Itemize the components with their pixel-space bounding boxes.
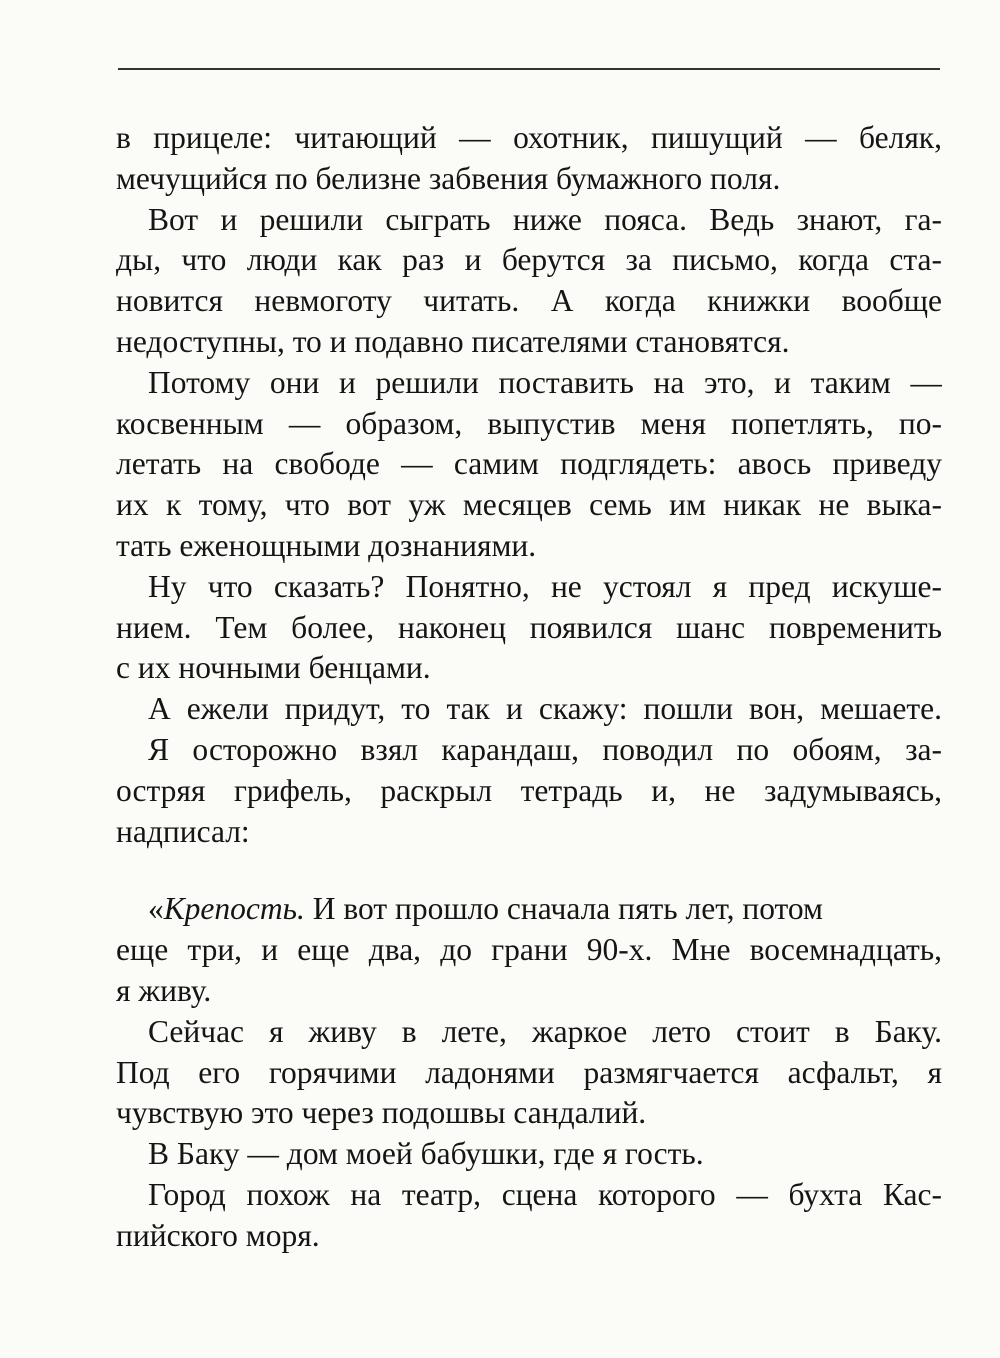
opening-quote: «: [148, 891, 164, 927]
text-line: ды, что люди как раз и берутся за письмо, когда ста-: [116, 242, 942, 278]
text-line: недоступны, то и подавно писателями становятся.: [116, 323, 790, 359]
paragraph-start: Сейчас я живу в лете, жаркое лето стоит в Баку.: [148, 1013, 942, 1049]
text-line: надписал:: [116, 813, 250, 849]
text-line: косвенным — образом, выпустив меня попетлять, по-: [116, 405, 942, 441]
text-line: нием. Тем более, наконец появился шанс повременить: [116, 609, 942, 645]
text-fragment: И вот прошло сначала пять лет, потом: [304, 891, 823, 927]
text-line: мечущийся по белизне забвения бумажного поля.: [116, 160, 781, 196]
paragraph-start: Ну что сказать? Понятно, не устоял я пред искуше-: [148, 568, 942, 604]
text-line: летать на свободе — самим подглядеть: авось приведу: [116, 446, 942, 482]
text-line: в прицеле: читающий — охотник, пишущий — беляк,: [116, 120, 942, 155]
paragraph-start: Город похож на театр, сцена которого — бухта Кас-: [148, 1176, 942, 1212]
section-gap: [116, 852, 942, 889]
paragraph-start: А ежели придут, то так и скажу: пошли вон, мешаете.: [148, 691, 942, 727]
header-rule: [118, 68, 940, 70]
text-line: Под его горячими ладонями размягчается асфальт, я: [116, 1054, 942, 1090]
paragraph-start: [116, 889, 942, 930]
text-line: тать еженощными дознаниями.: [116, 527, 537, 563]
italic-title: Крепость.: [163, 891, 305, 927]
page-body: [116, 118, 942, 1257]
paragraph-start: В Баку — дом моей бабушки, где я гость.: [148, 1136, 704, 1172]
text-line: чувствую это через подошвы сандалий.: [116, 1095, 647, 1131]
text-line: пийского моря.: [116, 1217, 320, 1253]
text-line: их к тому, что вот уж месяцев семь им никак не выка-: [116, 487, 942, 523]
text-line: новится невмоготу читать. А когда книжки вообще: [116, 283, 942, 319]
paragraph-start: Вот и решили сыграть ниже пояса. Ведь знают, га-: [148, 201, 942, 237]
paragraph-start: Я осторожно взял карандаш, поводил по обоям, за-: [148, 731, 942, 767]
text-line: остряя грифель, раскрыл тетрадь и, не задумываясь,: [116, 772, 942, 808]
text-line: еще три, и еще два, до грани 90-х. Мне восемнадцать,: [116, 932, 942, 968]
text-line: с их ночными бенцами.: [116, 650, 431, 686]
text-line: я живу.: [116, 972, 212, 1008]
paragraph-start: Потому они и решили поставить на это, и таким —: [148, 364, 942, 400]
